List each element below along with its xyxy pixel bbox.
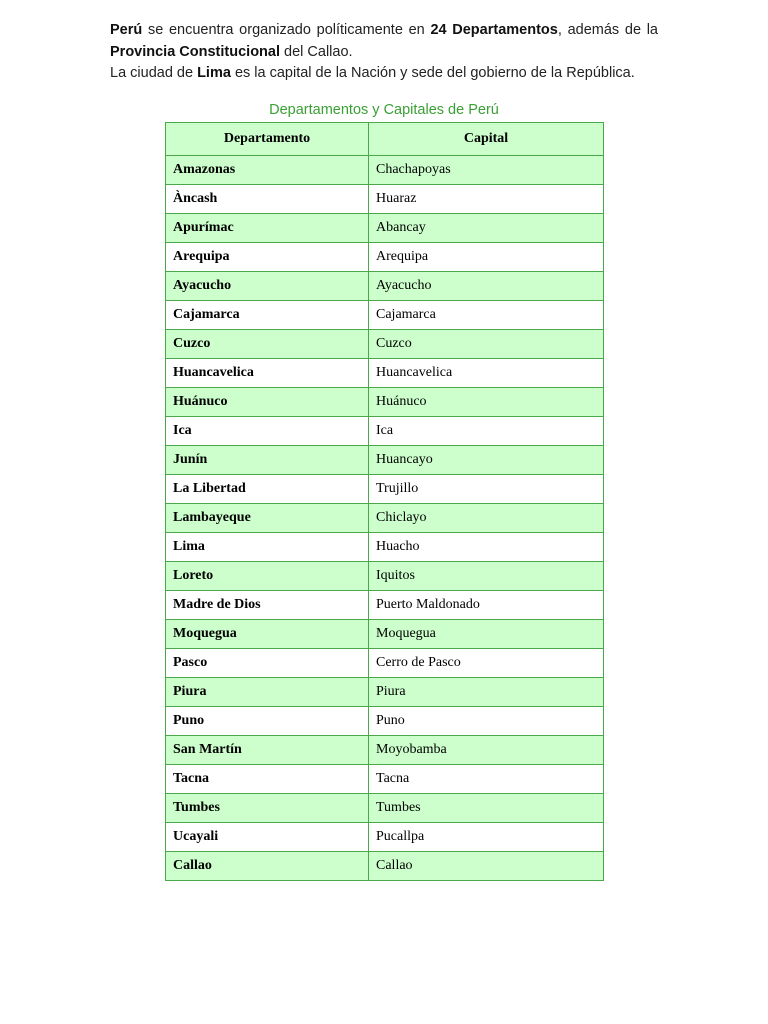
provincia-keyword: Provincia Constitucional [110,43,280,60]
department-cell: Cajamarca [166,301,369,330]
capital-cell: Iquitos [369,562,604,591]
table-row [166,214,604,243]
table-header-row [166,123,604,156]
capital-cell: Huancavelica [369,359,604,388]
table-row [166,243,604,272]
table-body [166,156,604,881]
department-cell: Lambayeque [166,504,369,533]
table-row [166,736,604,765]
capital-cell: Callao [369,852,604,881]
capital-cell: Trujillo [369,475,604,504]
table-row [166,794,604,823]
table-row [166,562,604,591]
department-cell: Piura [166,678,369,707]
department-cell: Huancavelica [166,359,369,388]
table-row [166,417,604,446]
intro-text: , además de la [557,22,658,38]
capital-cell: Tumbes [369,794,604,823]
table-row [166,823,604,852]
table-row [166,707,604,736]
table-row [166,504,604,533]
capital-cell: Puerto Maldonado [369,591,604,620]
table-caption: Departamentos y Capitales de Perú [269,102,499,118]
table-row [166,446,604,475]
intro-text: del Callao. [280,43,353,60]
table-row [166,620,604,649]
capital-cell: Puno [369,707,604,736]
department-cell: Junín [166,446,369,475]
table-row [166,388,604,417]
capital-cell: Abancay [369,214,604,243]
department-cell: San Martín [166,736,369,765]
table-row [166,765,604,794]
capital-cell: Huacho [369,533,604,562]
lima-keyword: Lima [197,65,231,81]
department-cell: Amazonas [166,156,369,185]
capital-cell: Huánuco [369,388,604,417]
capital-cell: Cerro de Pasco [369,649,604,678]
table-row [166,359,604,388]
table-row [166,591,604,620]
capital-cell: Huancayo [369,446,604,475]
department-cell: Loreto [166,562,369,591]
department-cell: Pasco [166,649,369,678]
intro-text: es la capital de la Nación y sede del gobierno de la República. [230,65,635,81]
departamentos-count: 24 Departamentos [430,22,558,38]
capital-cell: Piura [369,678,604,707]
capital-cell: Moquegua [369,620,604,649]
table-row [166,533,604,562]
capital-cell: Chiclayo [369,504,604,533]
intro-line-1 [110,20,658,63]
department-cell: Cuzco [166,330,369,359]
departments-table [165,122,604,881]
table-row [166,475,604,504]
department-cell: Àncash [166,185,369,214]
capital-cell: Pucallpa [369,823,604,852]
capital-cell: Tacna [369,765,604,794]
department-cell: La Libertad [166,475,369,504]
department-cell: Lima [166,533,369,562]
header-capital: Capital [369,123,604,156]
table-row [166,185,604,214]
table-row [166,678,604,707]
table-row [166,330,604,359]
table-row [166,301,604,330]
intro-paragraph [110,20,658,85]
table-row [166,156,604,185]
table-row [166,649,604,678]
capital-cell: Cuzco [369,330,604,359]
header-departamento: Departamento [166,123,369,156]
peru-keyword: Perú [110,22,143,38]
department-cell: Apurímac [166,214,369,243]
department-cell: Moquegua [166,620,369,649]
department-cell: Huánuco [166,388,369,417]
capital-cell: Ica [369,417,604,446]
department-cell: Arequipa [166,243,369,272]
intro-text: La ciudad de [110,65,198,81]
department-cell: Puno [166,707,369,736]
table-row [166,852,604,881]
table-row [166,272,604,301]
department-cell: Madre de Dios [166,591,369,620]
capital-cell: Moyobamba [369,736,604,765]
capital-cell: Huaraz [369,185,604,214]
intro-text: se encuentra organizado políticamente en [142,22,431,38]
capital-cell: Chachapoyas [369,156,604,185]
capital-cell: Cajamarca [369,301,604,330]
capital-cell: Ayacucho [369,272,604,301]
department-cell: Tacna [166,765,369,794]
department-cell: Ica [166,417,369,446]
intro-line-2 [110,63,658,85]
capital-cell: Arequipa [369,243,604,272]
department-cell: Ucayali [166,823,369,852]
department-cell: Tumbes [166,794,369,823]
department-cell: Ayacucho [166,272,369,301]
department-cell: Callao [166,852,369,881]
